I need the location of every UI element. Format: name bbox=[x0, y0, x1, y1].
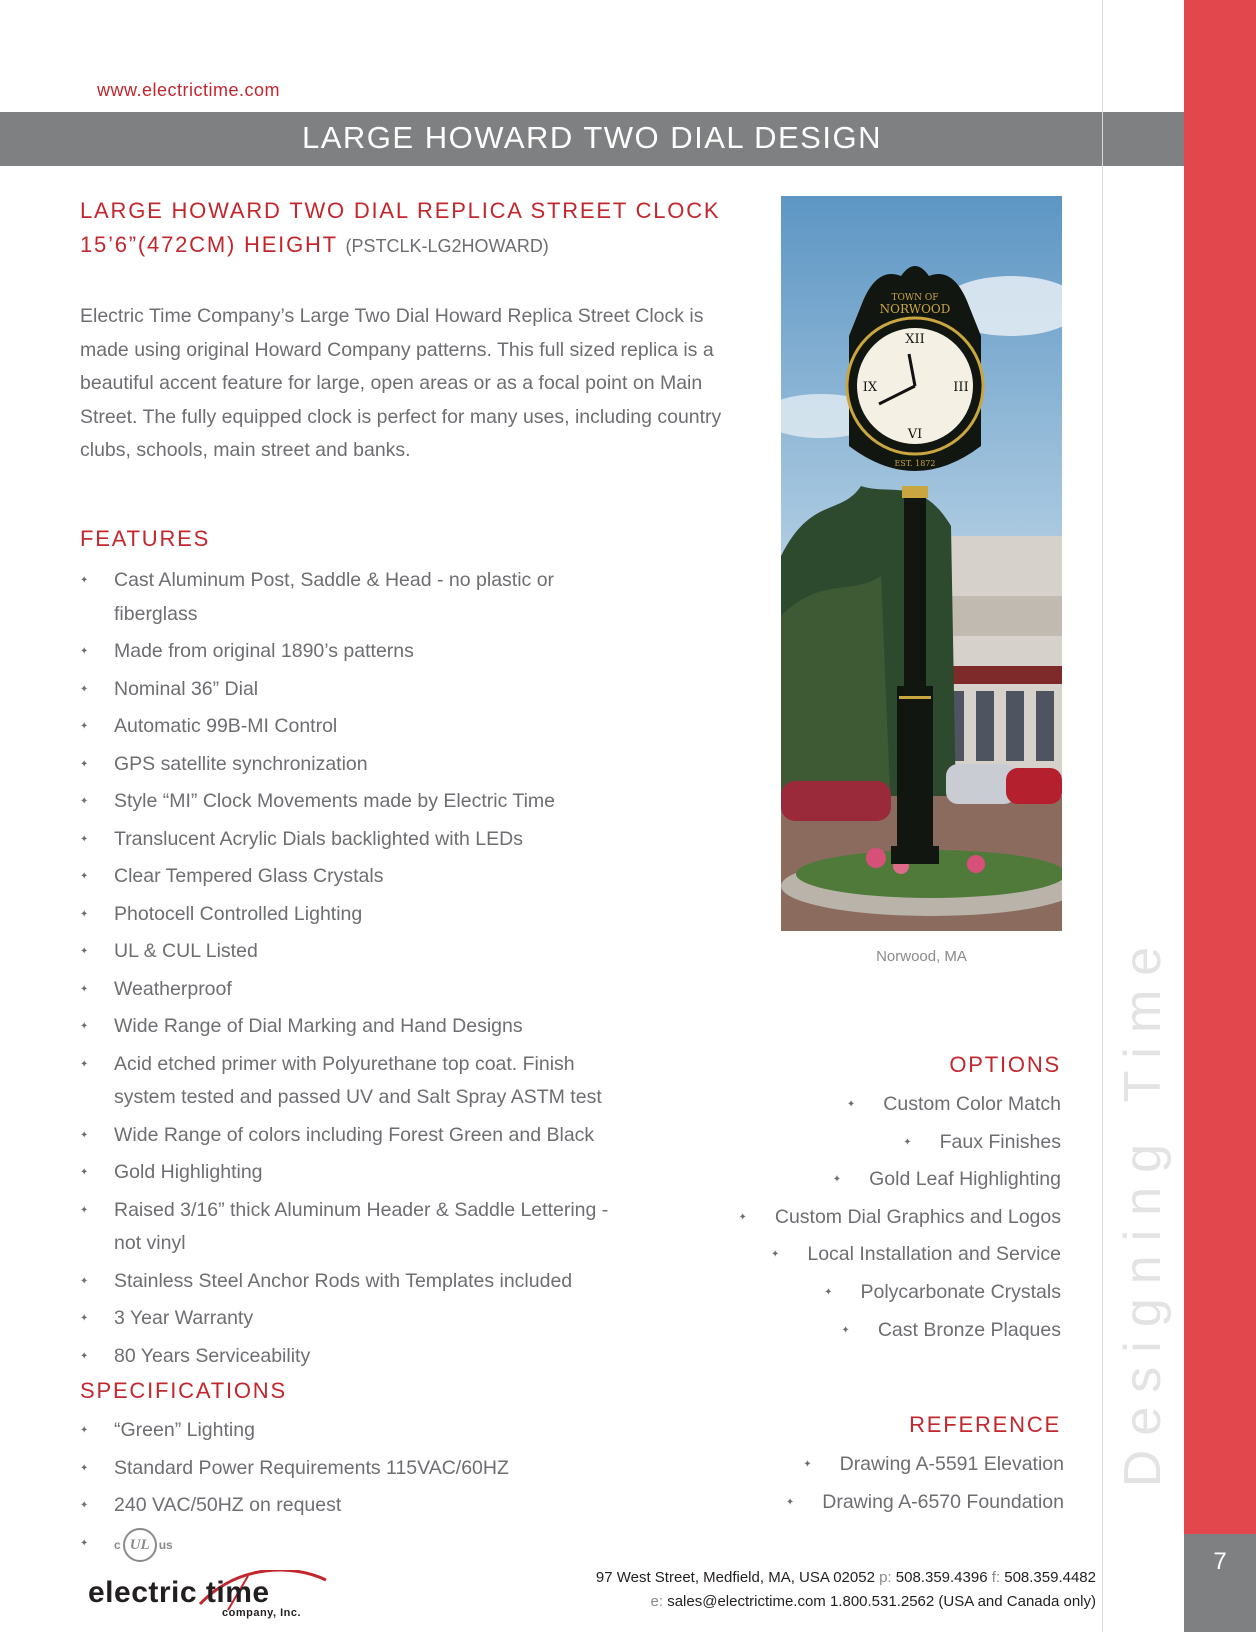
fax-number: 508.359.4482 bbox=[1004, 1569, 1096, 1586]
bullet-icon: ✦ bbox=[80, 683, 89, 695]
bullet-icon: ✦ bbox=[80, 1313, 89, 1324]
bullet-icon: ✦ bbox=[832, 1174, 842, 1186]
list-item: ✦ 80 Years Serviceability bbox=[80, 1340, 640, 1374]
electric-time-logo: electric time company, Inc. bbox=[88, 1570, 333, 1622]
specifications-list bbox=[80, 1414, 640, 1566]
clock-est: EST. 1872 bbox=[894, 459, 936, 468]
bullet-icon: ✦ bbox=[80, 1058, 89, 1070]
reference-heading: REFERENCE bbox=[909, 1412, 1061, 1437]
bullet-icon: ✦ bbox=[80, 1021, 89, 1032]
bullet-icon: ✦ bbox=[80, 833, 89, 845]
list-item: ✦ Photocell Controlled Lighting bbox=[80, 898, 640, 932]
list-item: ✦ 240 VAC/50HZ on request bbox=[80, 1489, 640, 1523]
website-url[interactable]: www.electrictime.com bbox=[97, 80, 281, 100]
svg-text:XII: XII bbox=[905, 332, 925, 347]
clock-sign-name: NORWOOD bbox=[879, 302, 951, 316]
page-number: 7 bbox=[1213, 1548, 1227, 1575]
list-item: ✦ GPS satellite synchronization bbox=[80, 748, 640, 782]
divider-line bbox=[1102, 0, 1103, 1632]
list-item: ✦ Wide Range of colors including Forest Green and Black bbox=[80, 1119, 640, 1153]
page-number-box bbox=[1184, 1534, 1256, 1632]
bullet-icon: ✦ bbox=[738, 1211, 747, 1223]
bullet-icon: ✦ bbox=[80, 1275, 89, 1287]
specifications-heading: SPECIFICATIONS bbox=[80, 1378, 287, 1403]
list-item: ✦ UL & CUL Listed bbox=[80, 935, 640, 969]
list-item: ✦ Faux Finishes bbox=[903, 1130, 1061, 1153]
email-contact[interactable]: sales@electrictime.com 1.800.531.2562 (USA and Canada only) bbox=[667, 1593, 1096, 1610]
list-item: ✦ Cast Aluminum Post, Saddle & Head - no plastic or fiberglass bbox=[80, 564, 640, 631]
bullet-icon: ✦ bbox=[80, 758, 89, 770]
product-description: Electric Time Company’s Large Two Dial Howard Replica Street Clock is made using original Howard Company patterns. This full sized replica is a beautiful accent feature for large, open areas or as a focal point on Main Street. The fully equipped clock is perfect for many uses, including country clubs, schools, main street and banks. bbox=[80, 305, 722, 461]
options-heading: OPTIONS bbox=[949, 1052, 1061, 1077]
street-clock-photo bbox=[781, 196, 1062, 931]
svg-text:VI: VI bbox=[907, 427, 923, 442]
sidebar-vertical-text: Designing Time bbox=[1114, 932, 1172, 1488]
list-item: ✦ Drawing A-5591 Elevation bbox=[803, 1453, 1064, 1475]
list-item: ✦ 3 Year Warranty bbox=[80, 1302, 640, 1336]
clock-illustration bbox=[781, 196, 1062, 931]
list-item: ✦ Cast Bronze Plaques bbox=[841, 1318, 1061, 1341]
product-title bbox=[80, 194, 720, 263]
list-item: ✦ Weatherproof bbox=[80, 973, 640, 1007]
list-item: ✦ Translucent Acrylic Dials backlighted with LEDs bbox=[80, 823, 640, 857]
list-item: ✦ Local Installation and Service bbox=[770, 1243, 1061, 1266]
footer-address: 97 West Street, Medfield, MA, USA 02052 p: 508.359.4396 f: 508.359.4482 e: sales@electrictime.com 1.800.531.2562 (USA and Canada only) bbox=[595, 1569, 1096, 1610]
bullet-icon: ✦ bbox=[80, 1129, 89, 1141]
bullet-icon: ✦ bbox=[770, 1249, 780, 1261]
svg-text:III: III bbox=[953, 380, 969, 395]
product-code: (PSTCLK-LG2HOWARD) bbox=[345, 236, 549, 256]
banner-title: LARGE HOWARD TWO DIAL DESIGN bbox=[302, 120, 882, 155]
list-item: ✦ Polycarbonate Crystals bbox=[824, 1280, 1061, 1303]
bullet-icon: ✦ bbox=[824, 1287, 833, 1299]
list-item: ✦ Standard Power Requirements 115VAC/60HZ bbox=[80, 1452, 640, 1486]
list-item: ✦ Style “MI” Clock Movements made by Electric Time bbox=[80, 785, 640, 819]
features-list bbox=[80, 564, 640, 1377]
bullet-icon: ✦ bbox=[785, 1496, 795, 1508]
sidebar-red-bar bbox=[1184, 0, 1256, 1534]
bullet-icon: ✦ bbox=[803, 1459, 812, 1471]
bullet-icon: ✦ bbox=[903, 1136, 912, 1148]
bullet-icon: ✦ bbox=[80, 871, 89, 882]
bullet-icon: ✦ bbox=[80, 796, 89, 807]
list-item: ✦ Gold Leaf Highlighting bbox=[832, 1168, 1061, 1191]
bullet-icon: ✦ bbox=[80, 1425, 89, 1436]
product-title-line2: 15’6”(472CM) HEIGHT bbox=[80, 232, 338, 257]
bullet-icon: ✦ bbox=[841, 1324, 850, 1336]
list-item: ✦ “Green” Lighting bbox=[80, 1414, 640, 1448]
ul-certification-icon: c UL us bbox=[114, 1528, 173, 1562]
list-item: ✦ Wide Range of Dial Marking and Hand Designs bbox=[80, 1010, 640, 1044]
clock-sign-top: TOWN OF bbox=[891, 293, 939, 303]
title-banner bbox=[0, 112, 1184, 166]
bullet-icon: ✦ bbox=[846, 1099, 856, 1111]
bullet-icon: ✦ bbox=[80, 1204, 89, 1216]
list-item bbox=[80, 1527, 640, 1563]
list-item: ✦ Custom Color Match bbox=[846, 1093, 1061, 1115]
features-heading: FEATURES bbox=[80, 526, 211, 551]
list-item: ✦ Acid etched primer with Polyurethane top coat. Finish system tested and passed UV and Salt Spray ASTM test bbox=[80, 1048, 640, 1115]
product-title-line1: LARGE HOWARD TWO DIAL REPLICA STREET CLOCK bbox=[80, 198, 721, 223]
bullet-icon: ✦ bbox=[80, 721, 89, 732]
list-item: ✦ Automatic 99B-MI Control bbox=[80, 710, 640, 744]
bullet-icon: ✦ bbox=[80, 1537, 89, 1549]
bullet-icon: ✦ bbox=[80, 1350, 89, 1362]
bullet-icon: ✦ bbox=[80, 983, 89, 995]
list-item: ✦ Nominal 36” Dial bbox=[80, 673, 640, 707]
list-item: ✦ Stainless Steel Anchor Rods with Templates included bbox=[80, 1265, 640, 1299]
list-item: ✦ Raised 3/16” thick Aluminum Header & Saddle Lettering - not vinyl bbox=[80, 1194, 640, 1261]
bullet-icon: ✦ bbox=[80, 1167, 89, 1178]
reference-list bbox=[786, 1448, 1064, 1523]
bullet-icon: ✦ bbox=[80, 946, 89, 957]
phone-number[interactable]: 508.359.4396 bbox=[895, 1569, 988, 1586]
bullet-icon: ✦ bbox=[80, 908, 89, 920]
photo-caption: Norwood, MA bbox=[876, 948, 967, 965]
list-item: ✦ Made from original 1890’s patterns bbox=[80, 635, 640, 669]
bullet-icon: ✦ bbox=[80, 646, 89, 657]
bullet-icon: ✦ bbox=[80, 1500, 89, 1511]
svg-text:IX: IX bbox=[862, 380, 878, 395]
list-item: ✦ Gold Highlighting bbox=[80, 1156, 640, 1190]
list-item: ✦ Custom Dial Graphics and Logos bbox=[738, 1205, 1061, 1228]
options-list bbox=[738, 1088, 1061, 1351]
bullet-icon: ✦ bbox=[80, 1462, 89, 1474]
address-text: 97 West Street, Medfield, MA, USA 02052 bbox=[595, 1569, 875, 1586]
list-item: ✦ Clear Tempered Glass Crystals bbox=[80, 860, 640, 894]
list-item: ✦ Drawing A-6570 Foundation bbox=[785, 1490, 1064, 1513]
bullet-icon: ✦ bbox=[80, 575, 89, 586]
